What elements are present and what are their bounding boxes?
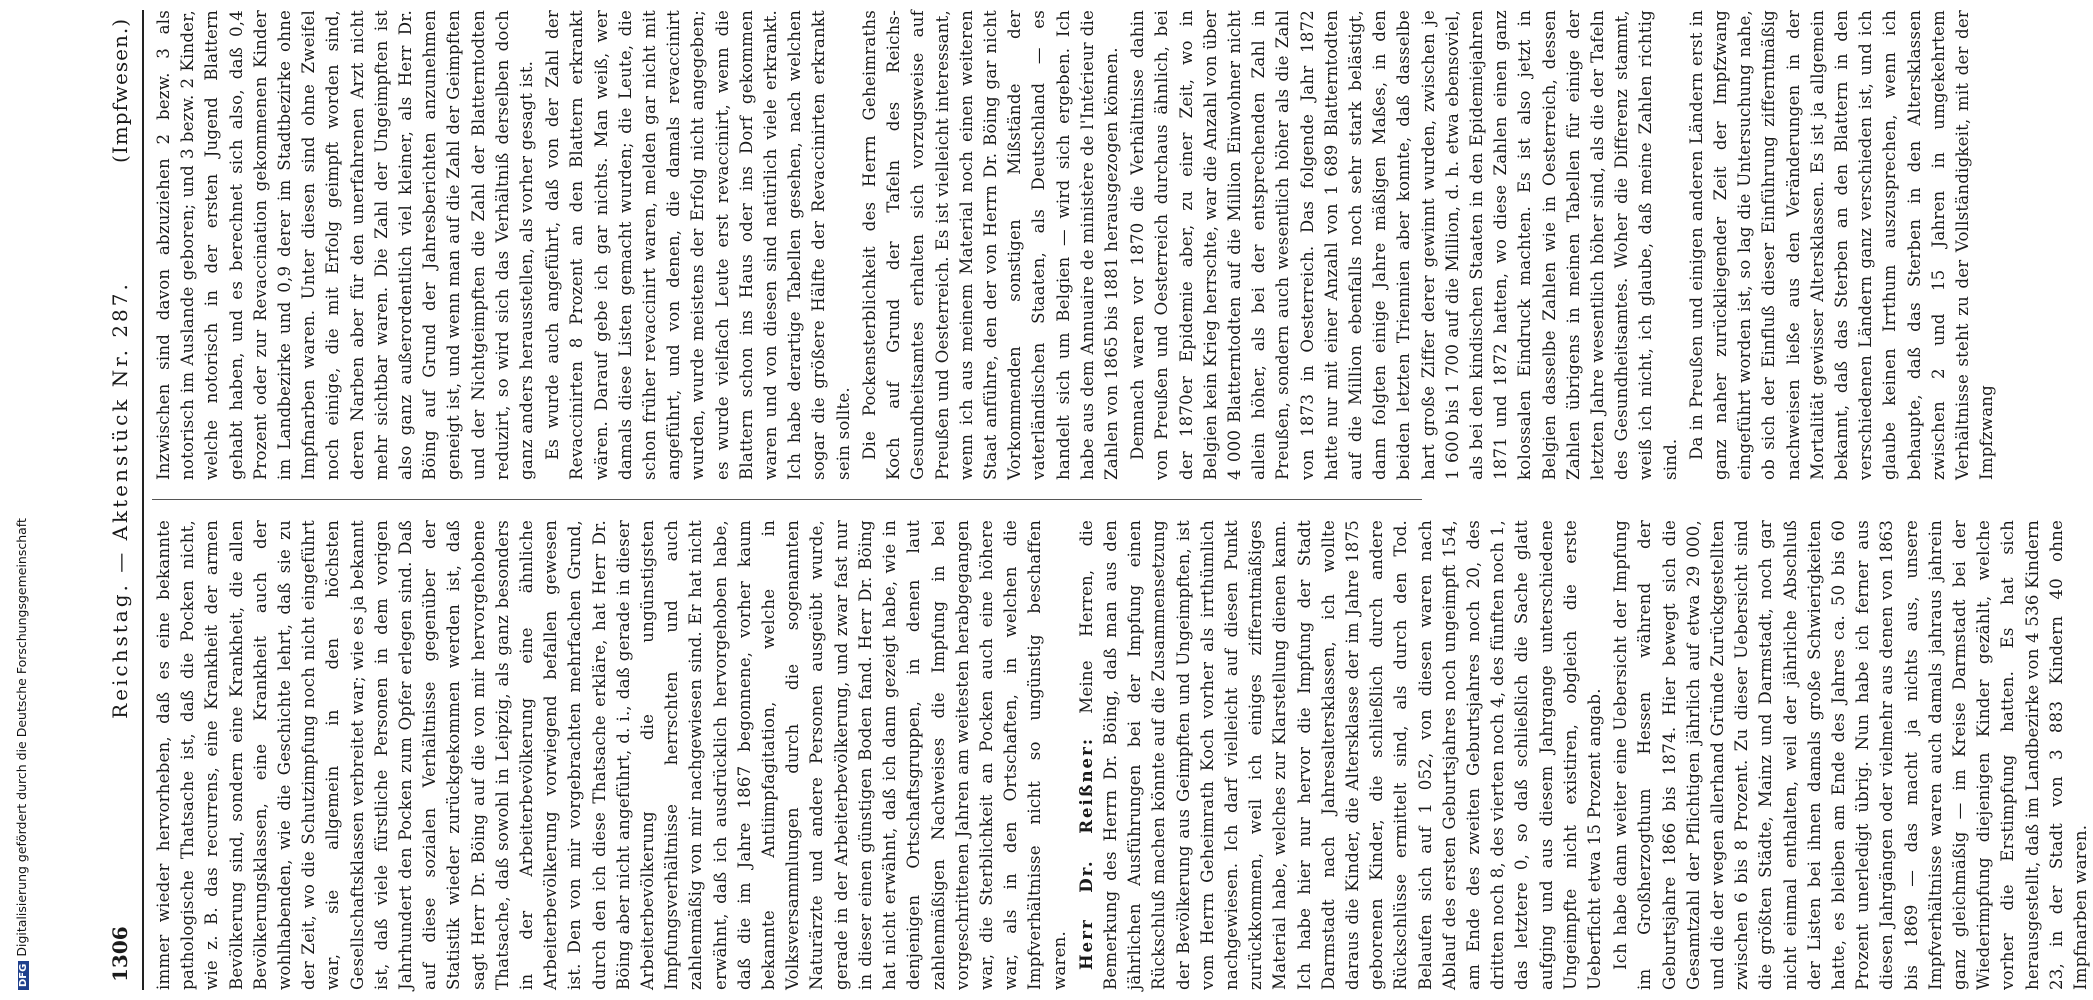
rotated-page-content bbox=[100, 0, 2091, 1000]
speech-text: Meine Herren, die Bemerkung des Herrn Dr. Böing, daß man aus den jährlichen Ausführungen bei der Impfung einen Rückschluß machen könnte auf die Zusammensetzung der Bevölkerung aus Geimpften und Ungeimpften, ist vom Herrn Geheimrath Koch vorher als irrthümlich nachgewiesen. Ich darf vielleicht auf diesen Punkt zurückkommen, weil ich einiges zifferntmäßiges Material habe, welches zur Klarstellung dienen kann. Ich habe hier nur hervor die Impfung der Stadt Darmstadt nach Jahresaltersklassen, ich wollte daraus die Kinder, die Altersklasse der im Jahre 1875 geborenen Kinder, die schließlich durch andere Rückschlüsse ermittelt sind, als durch den Tod. Belaufen sich auf 1 052, von diesen waren nach Ablauf des ersten Geburtsjahres noch ungeimpft 154, am Ende des zweiten Geburtsjahres noch 20, des dritten noch 8, des vierten noch 4, des fünften noch 1, das letztere 0, so daß schließlich die Sache glatt aufging und aus diesem Jahrgange unterschiedene Ungeimpfte nicht existiren, obgleich die erste Ueberficht etwa 15 Prozent angab. bbox=[1076, 520, 1604, 990]
dfg-logo: DFG bbox=[18, 961, 29, 990]
paragraph: Ich habe dann weiter eine Uebersicht der Impfung im Großherzogthum Hessen während der Geburtsjahre 1866 bis 1874. Hier bewegt sich die Gesamtzahl der Pflichtigen jährlich auf etwa 29 000, und die der wegen allerhand Gründe Zurückgestellten zwischen 6 bis 8 Prozent. Zu dieser Uebersicht sind die größten Städte, Mainz und Darmstadt, noch gar nicht einmal enthalten, weil der jährliche Abschluß der Listen bei ihnen damals große Schwierigkeiten hatte, es bleiben am Ende des Jahres ca. 50 bis 60 Prozent unerledigt übrig. Nun habe ich ferner aus diesen Jahrgängen oder vielmehr aus denen von 1863 bis 1869 — das macht ja nichts aus, unsere Impfverhältnisse waren auch damals jahraus jahrein ganz gleichmäßig — im Kreise Darmstadt bei der Wiederimpfung diejenigen Kinder gezählt, welche vorher die Erstimpfung hatten. Es hat sich herausgestellt, daß im Landbezirke von 4 536 Kindern 23, in der Stadt von 3 883 Kindern 40 ohne Impfnarben waren. bbox=[1611, 520, 2091, 990]
header-rule bbox=[142, 10, 144, 990]
paragraph: Demnach waren vor 1870 die Verhältnisse dahin von Preußen und Oesterreich durchaus ähnlich, bei der 1870er Epidemie aber, zu einer Zeit, wo in Belgien kein Krieg herrschte, war die Anzahl von über 4 000 Blatterntodten auf die Million Einwohner nicht allein höher, als bei der entsprechenden Zahl in Preußen, sondern auch wesentlich höher als die Zahl von 1873 in Oesterreich. Das folgende Jahr 1872 hatte nur mit einer Anzahl von 1 689 Blatterntodten auf die Million ebenfalls noch sehr stark belästigt, dann folgten einige Jahre mäßigen Maßes, in den beiden letzten Triennien aber konnte, daß dasselbe hart große Ziffer derer gewinnt wurden, zwischen je 1 600 bis 1 700 auf die Million, d. h. etwa ebensoviel, als bei den kindischen Staaten in den Epidemiejahren 1871 und 1872 hatten, wo diese Zahlen einen ganz kolossalen Eindruck machten. Es ist also jetzt in Belgien dasselbe Zahlen wie in Oesterreich, dessen Zahlen übrigens in meinen Tabellen für einige der letzten Jahre wesentlich höher sind, als die der Tafeln des Gesundheitsamtes. Woher die Differenz stammt, weiß ich nicht, ich glaube, daß meine Zahlen richtig sind. bbox=[1128, 10, 1680, 480]
paragraph: immer wieder hervorheben, daß es eine bekannte pathologische Thatsache ist, daß die Pocken nicht, wie z. B. das recurrens, eine Krankheit der armen Bevölkerung sind, sondern eine Krankheit, die allen Bevölkerungsklassen, eine Krankheit auch der wohlhabenden, wie die Geschichte lehrt, daß sie zu der Zeit, wo die Schutzimpfung noch nicht eingeführt war, sie allgemein in den höchsten Gesellschaftsklassen verbreitet war; wie es ja bekannt ist, daß viele fürstliche Personen in dem vorigen Jahrhundert den Pocken zum Opfer erlegen sind. Daß auf diese sozialen Verhältnisse gegenüber der Statistik wieder zurückgekommen werden ist, daß sagt Herr Dr. Böing auf die von mir hervorgehobene Thatsache, daß sowohl in Leipzig, als ganz besonders in der Arbeiterbevölkerung eine ähnliche Arbeiterbevölkerung vorwiegend befallen gewesen ist. Den von mir vorgebrachten mehrfachen Grund, durch den ich diese Thatsache erkläre, hat Herr Dr. Böing aber nicht angeführt, d. i., daß gerade in dieser Arbeiterbevölkerung die ungünstigsten Impfungsverhältnisse herrschten und auch zahlenmäßig von mir nachgewiesen sind. Er hat nicht erwähnt, daß ich ausdrücklich hervorgehoben habe, daß die im Jahre 1867 begonnene, vorher kaum bekannte Antiimpfagitation, welche in Volksversammlungen durch die sogenannten Naturärzte und andere Personen ausgeübt wurde, gerade in der Arbeiterbevölkerung, und zwar fast nur in dieser einen günstigen Boden fand. Herr Dr. Böing hat nicht erwähnt, daß ich dann gezeigt habe, wie in denjenigen Ortschaftsgruppen, in denen laut zahlenmäßigen Nachweises die Impfung in bei vorgeschrittenen Jahren am weitesten herabgegangen war, die Sterblichkeit an Pocken auch eine höhere war, als in den Ortschaften, in welchen die Impfverhältnisse nicht so ungünstig beschaffen waren. bbox=[154, 520, 1069, 990]
paragraph: Es wurde auch angeführt, daß von der Zahl der Revaccinirten 8 Prozent an den Blattern erkrankt wären. Darauf gebe ich gar nichts. Man weiß, wer damals diese Listen gemacht wurden; die Leute, die schon früher revaccinirt waren, melden gar nicht mit angeführt, und von denen, die damals revaccinirt wurden, wurde meistens der Erfolg nicht angegeben; es wurde vielfach Leute erst revaccinirt, wenn die Blattern schon ins Haus oder ins Dorf gekommen waren und von diesen sind natürlich viele erkrankt. Ich habe derartige Tabellen gesehen, nach welchen sogar die größere Hälfte der Revaccinirten erkrankt sein sollte. bbox=[543, 10, 853, 480]
running-title: Reichstag. — Aktenstück Nr. 287. bbox=[108, 281, 132, 719]
speaker-name: Herr Dr. Reißner: bbox=[1075, 737, 1096, 970]
right-column bbox=[152, 10, 1997, 480]
paragraph: Inzwischen sind davon abzuziehen 2 bezw. 3 als notorisch im Auslande geboren; und 3 bezw. 2 Kinder, welche notorisch in der ersten Jugend Blattern gehabt haben, und es berechnet sich also, daß 0,4 Prozent oder zur Revaccination gekommenen Kinder im Landbezirke und 0,9 derer im Stadtbezirke ohne Impfnarben waren. Unter diesen sind ohne Zweifel noch einige, die mit Erfolg geimpft worden sind, deren Narben aber für den unerfahrenen Arzt nicht mehr sichtbar waren. Die Zahl der Ungeimpften ist also ganz außerordentlich viel kleiner, als Herr Dr. Böing auf Grund der Jahresberichten anzunehmen geneigt ist, und wenn man auf die Zahl der Geimpften und der Nichtgeimpften die Zahl der Blatterntodten reduzirt, so wird sich das Verhältniß derselben doch ganz anders herausstellen, als vorher gesagt ist. bbox=[154, 10, 537, 480]
paragraph: Die Pockensterblichkeit des Herrn Geheimraths Koch auf Grund der Tafeln des Reichs-Gesundheitsamtes erhalten sich vorzugsweise auf Preußen und Oesterreich. Es ist vielleicht interessant, wenn ich aus meinem Material noch einen weiteren Staat anführe, den der von Herrn Dr. Böing gar nicht Vorkommenden sonstigen Mißstände der vaterländischen Staaten, als Deutschland — es handelt sich um Belgien — wird sich ergeben. Ich habe aus dem Annuaire de ministère de l'Intérieur die Zahlen von 1865 bis 1881 herausgezogen können. bbox=[859, 10, 1121, 480]
digitization-credit bbox=[0, 0, 30, 1000]
page-number: 1306 bbox=[108, 926, 132, 982]
section-title: (Impfwesen.) bbox=[108, 18, 132, 163]
paragraph-speaker bbox=[1074, 520, 1607, 990]
left-column bbox=[152, 520, 2091, 990]
column-divider bbox=[152, 499, 1422, 500]
page-header bbox=[100, 0, 140, 1000]
paragraph: Da in Preußen und einigen anderen Ländern erst in ganz naher zurückliegender Zeit der Impfzwang eingeführt worden ist, so lag die Untersuchung nahe, ob sich der Einfluß dieser Einführung zifferntmäßig nachweisen ließe aus den Veränderungen in der Mortalität gewisser Altersklassen. Es ist ja allgemein bekannt, daß das Sterben an den Blattern in den verschiedenen Ländern ganz verschieden ist, und ich glaube keinen Irrthum auszusprechen, wenn ich behaupte, daß das Sterben in den Altersklassen zwischen 2 und 15 Jahren in umgekehrtem Verhältnisse steht zu der Vollständigkeit, mit der der Impfzwang bbox=[1686, 10, 1997, 480]
credit-text: Digitalisierung gefördert durch die Deutsche Forschungsgemeinschaft bbox=[14, 518, 29, 957]
credit-text-wrapper bbox=[14, 518, 29, 990]
